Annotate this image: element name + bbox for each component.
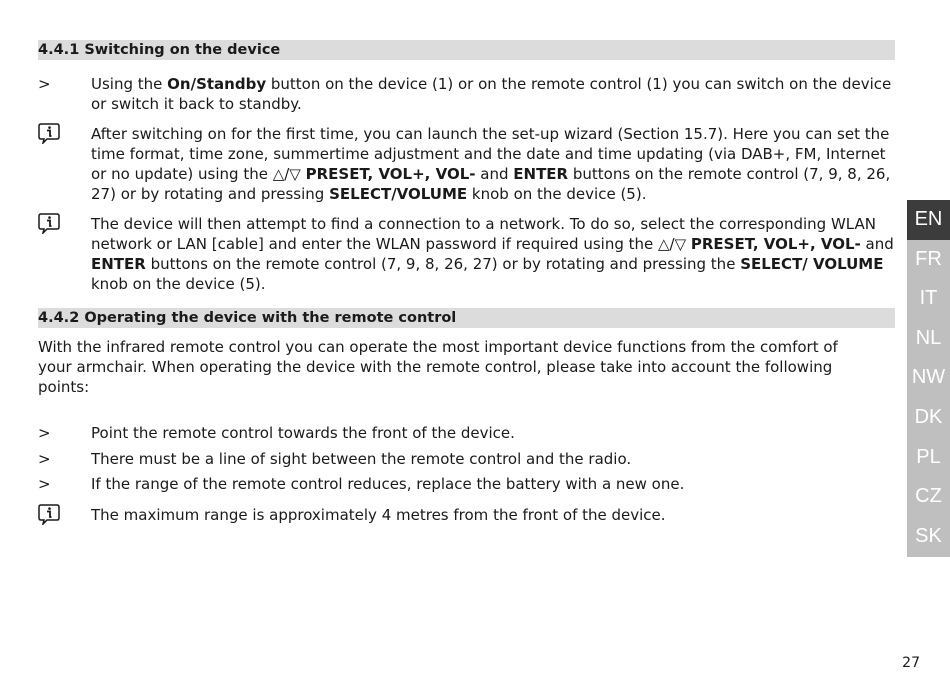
list-item <box>38 474 898 494</box>
language-tab-en[interactable]: EN <box>907 200 950 240</box>
list-item <box>38 423 898 443</box>
language-tab-dk[interactable]: DK <box>914 406 943 428</box>
paragraph: After switching on for the first time, you can launch the set-up wizard (Section 15.7). Here you can set the time format, time zone, summertime adjustment and the date and time updating (via DAB+, FM, Internet or no update) using the △/▽ PRESET, VOL+, VOL- and ENTER buttons on the remote control (7, 9, 8, 26, 27) or by rotating and pressing SELECT/VOLUME knob on the device (5). <box>91 125 891 203</box>
page-number: 27 <box>902 655 920 671</box>
info-icon <box>38 503 60 525</box>
intro-paragraph: With the infrared remote control you can operate the most important device functions from the comfort of your armchair. When operating the device with the remote control, please take into account the following points: <box>38 338 838 396</box>
language-tab-pl[interactable]: PL <box>916 445 941 468</box>
bullet-text: There must be a line of sight between the remote control and the radio. <box>91 450 632 468</box>
paragraph: Using the On/Standby button on the device (1) or on the remote control (1) you can switch on the device or switch it back to standby. <box>91 75 892 113</box>
language-tab-nl[interactable]: NL <box>915 326 942 349</box>
language-sidebar <box>907 200 950 557</box>
note-text: The maximum range is approximately 4 metres from the front of the device. <box>91 506 666 524</box>
info-note <box>38 505 898 525</box>
section-heading-switching-on: 4.4.1 Switching on the device <box>38 40 895 60</box>
language-tab-fr[interactable]: FR <box>915 247 942 270</box>
language-tab-cz[interactable]: CZ <box>915 485 942 508</box>
bullet-text: If the range of the remote control reduces, replace the battery with a new one. <box>91 475 685 493</box>
bullet-marker: > <box>38 424 51 442</box>
language-tab-sk[interactable]: SK <box>915 524 942 547</box>
info-icon <box>38 122 60 144</box>
section-heading-remote-control: 4.4.2 Operating the device with the remote control <box>38 308 895 328</box>
bullet-marker: > <box>38 75 51 93</box>
paragraph: The device will then attempt to find a connection to a network. To do so, select the corresponding WLAN network or LAN [cable] and enter the WLAN password if required using the △/▽ PRESET, VOL+, VOL- and ENTER buttons on the remote control (7, 9, 8, 26, 27) or by rotating and pressing the SELECT/ VOLUME knob on the device (5). <box>91 215 894 293</box>
language-tab-it[interactable]: IT <box>919 287 938 310</box>
info-note <box>38 214 898 294</box>
bullet-marker: > <box>38 475 51 493</box>
bullet-text: Point the remote control towards the front of the device. <box>91 424 515 442</box>
language-tab-nw[interactable]: NW <box>911 366 946 389</box>
info-note <box>38 124 898 204</box>
list-item <box>38 74 898 114</box>
info-icon <box>38 212 60 234</box>
list-item <box>38 449 898 469</box>
bullet-marker: > <box>38 450 51 468</box>
